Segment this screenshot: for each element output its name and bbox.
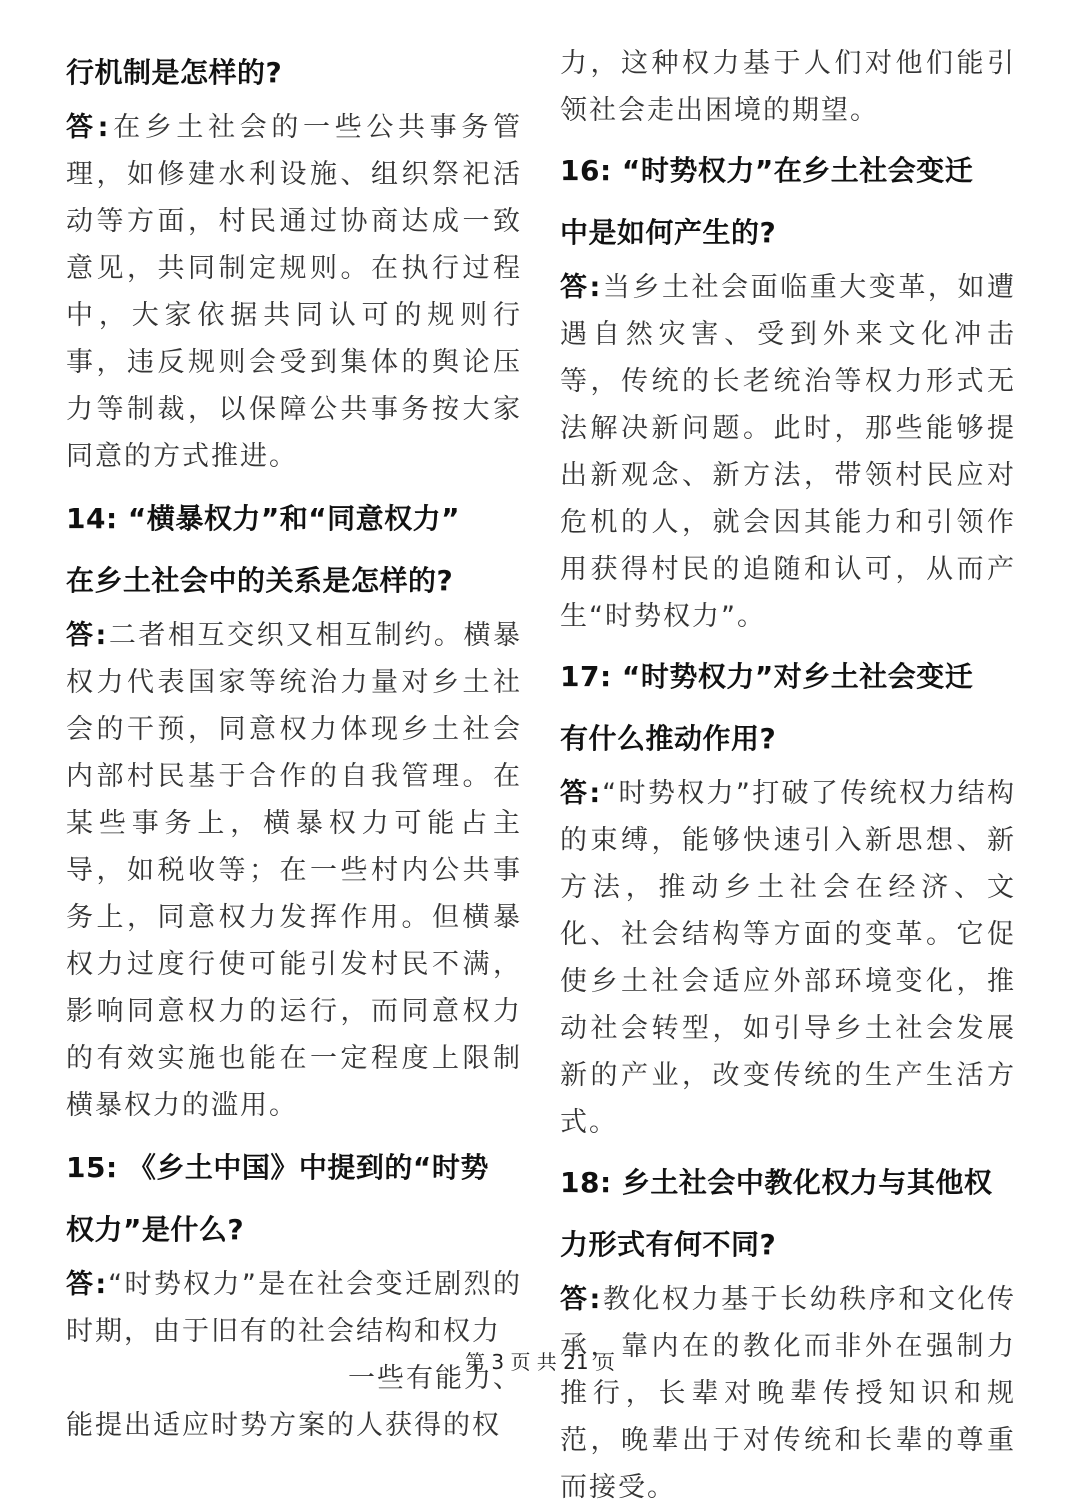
answer-label: 答: bbox=[560, 272, 603, 303]
answer-16-text: 当乡土社会面临重大变革，如遭遇自然灾害、受到外来文化冲击等，传统的长老统治等权力形式无法解决新问题。此时，那些能够提出新观念、新方法，带领村民应对危机的人，就会因其能力和引领作用获得村民的追随和认可，从而产生“时势权力”。 bbox=[560, 272, 1016, 632]
right-column bbox=[560, 40, 1016, 1511]
answer-15-tail: 力，这种权力基于人们对他们能引领社会走出困境的期望。 bbox=[560, 48, 1016, 126]
answer-15-text-1: “时势权力”是在社会变迁剧烈的时期，由于旧有的社会结构和权力 bbox=[66, 1269, 522, 1347]
answer-label: 答: bbox=[66, 620, 109, 651]
answer-18-text: 教化权力基于长幼秩序和文化传承，靠内在的教化而非外在强制力推行，长辈对晚辈传授知识和规范，晚辈出于对传统和长辈的尊重而接受。 bbox=[560, 1284, 1016, 1503]
answer-15-text-2: 一些有能力、 bbox=[348, 1363, 522, 1394]
question-17-line2: 有什么推动作用? bbox=[560, 722, 777, 755]
question-16-line1: 16: “时势权力”在乡土社会变迁 bbox=[560, 154, 974, 187]
answer-16 bbox=[560, 264, 1016, 640]
question-14-line2: 在乡土社会中的关系是怎样的? bbox=[66, 564, 454, 597]
page-number: 第 3 页 共 21 页 bbox=[465, 1350, 615, 1374]
answer-15 bbox=[66, 1261, 522, 1355]
answer-15-line-last bbox=[66, 1402, 522, 1449]
left-column bbox=[66, 42, 522, 1449]
question-18-line1: 18: 乡土社会中教化权力与其他权 bbox=[560, 1166, 993, 1199]
answer-14-text: 二者相互交织又相互制约。横暴权力代表国家等统治力量对乡土社会的干预，同意权力体现乡土社会内部村民基于合作的自我管理。在某些事务上，横暴权力可能占主导，如税收等；在一些村内公共事务上，同意权力发挥作用。但横暴权力过度行使可能引发村民不满，影响同意权力的运行，而同意权力的有效实施也能在一定程度上限制横暴权力的滥用。 bbox=[66, 620, 522, 1121]
answer-17 bbox=[560, 770, 1016, 1146]
question-13-tail: 行机制是怎样的? bbox=[66, 56, 283, 89]
answer-label: 答: bbox=[560, 1284, 603, 1315]
question-15-line1: 15: 《乡土中国》中提到的“时势 bbox=[66, 1151, 489, 1184]
question-16-line2: 中是如何产生的? bbox=[560, 216, 777, 249]
question-15-line2: 权力”是什么? bbox=[66, 1213, 245, 1246]
answer-13 bbox=[66, 104, 522, 480]
answer-label: 答: bbox=[66, 112, 111, 143]
answer-13-text: 在乡土社会的一些公共事务管理，如修建水利设施、组织祭祀活动等方面，村民通过协商达成一致意见，共同制定规则。在执行过程中，大家依据共同认可的规则行事，违反规则会受到集体的舆论压力等制裁，以保障公共事务按大家同意的方式推进。 bbox=[66, 112, 522, 472]
question-17-line1: 17: “时势权力”对乡土社会变迁 bbox=[560, 660, 974, 693]
answer-label: 答: bbox=[66, 1269, 109, 1300]
answer-15-text-3: 能提出适应时势方案的人获得的权 bbox=[66, 1410, 501, 1441]
answer-17-text: “时势权力”打破了传统权力结构的束缚，能够快速引入新思想、新方法，推动乡土社会在经济、文化、社会结构等方面的变革。它促使乡土社会适应外部环境变化，推动社会转型，如引导乡土社会发展新的产业，改变传统的生产生活方式。 bbox=[560, 778, 1016, 1138]
question-18-line2: 力形式有何不同? bbox=[560, 1228, 777, 1261]
answer-label: 答: bbox=[560, 778, 603, 809]
answer-14 bbox=[66, 612, 522, 1129]
question-14-line1: 14: “横暴权力”和“同意权力” bbox=[66, 502, 461, 535]
